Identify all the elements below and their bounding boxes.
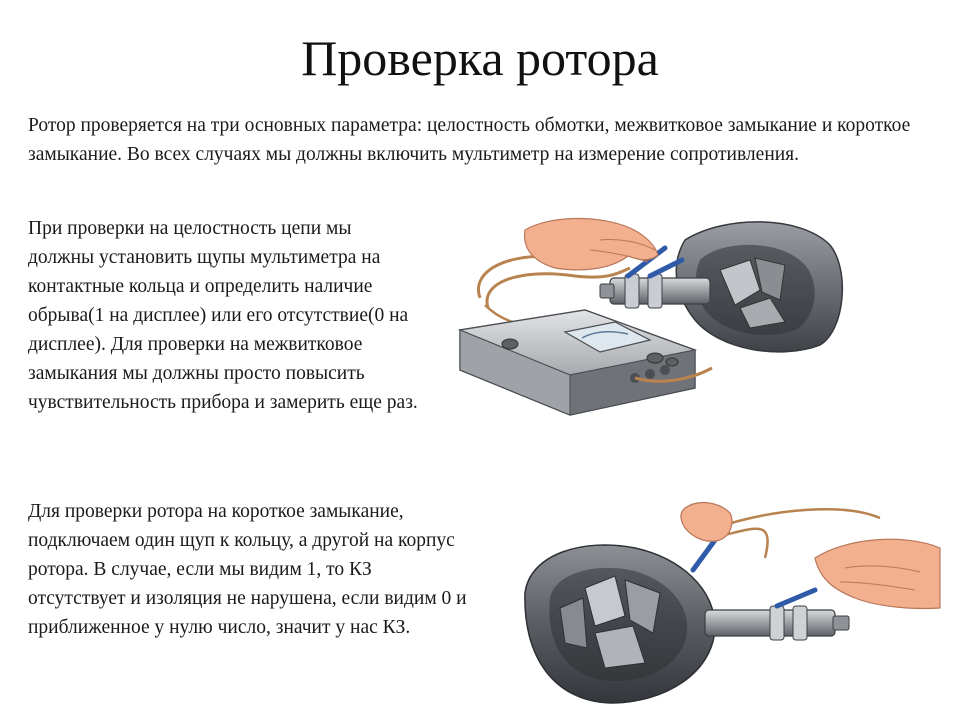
slip-ring-1 [625,274,639,308]
slip-ring-2 [648,274,662,308]
continuity-check-paragraph: При проверки на целостность цепи мы должны установить щупы мультиметра на контактные кольца и определить наличие обрыва(1 на дисплее) или его отсутствие(0 на дисплее). Для проверки на межвитковое замыкания мы должны просто повысить чувствительность прибора и замерить еще раз. [28,218,418,413]
slip-ring-2 [793,606,807,640]
multimeter-rotor-slip-rings-illustration [450,210,855,450]
short-circuit-illustration [515,498,945,720]
hand-right [815,539,940,608]
probe-ring [777,590,815,606]
page-title: Проверка ротора [301,30,659,86]
multimeter-rotor-illustration [450,210,855,450]
rotor-housing-probe-illustration [515,498,945,720]
short-circuit-check-paragraph: Для проверки ротора на короткое замыкание, подключаем один щуп к кольцу, а другой на корпус ротора. В случае, если мы видим 1, то КЗ отсутствует и изоляция не нарушена, если видим 0 и приближенное у нулю число, значит у нас КЗ. [28,501,467,638]
hand [525,218,658,269]
probe-housing [693,540,715,570]
hand-left [681,503,732,542]
probe-wire-1 [715,509,880,528]
intro-paragraph: Ротор проверяется на три основных параметра: целостность обмотки, межвитковое замыкание и короткое замыкание. Во всех случаях мы должны включить мультиметр на измерение сопротивления. [28,115,911,165]
slip-ring-1 [770,606,784,640]
